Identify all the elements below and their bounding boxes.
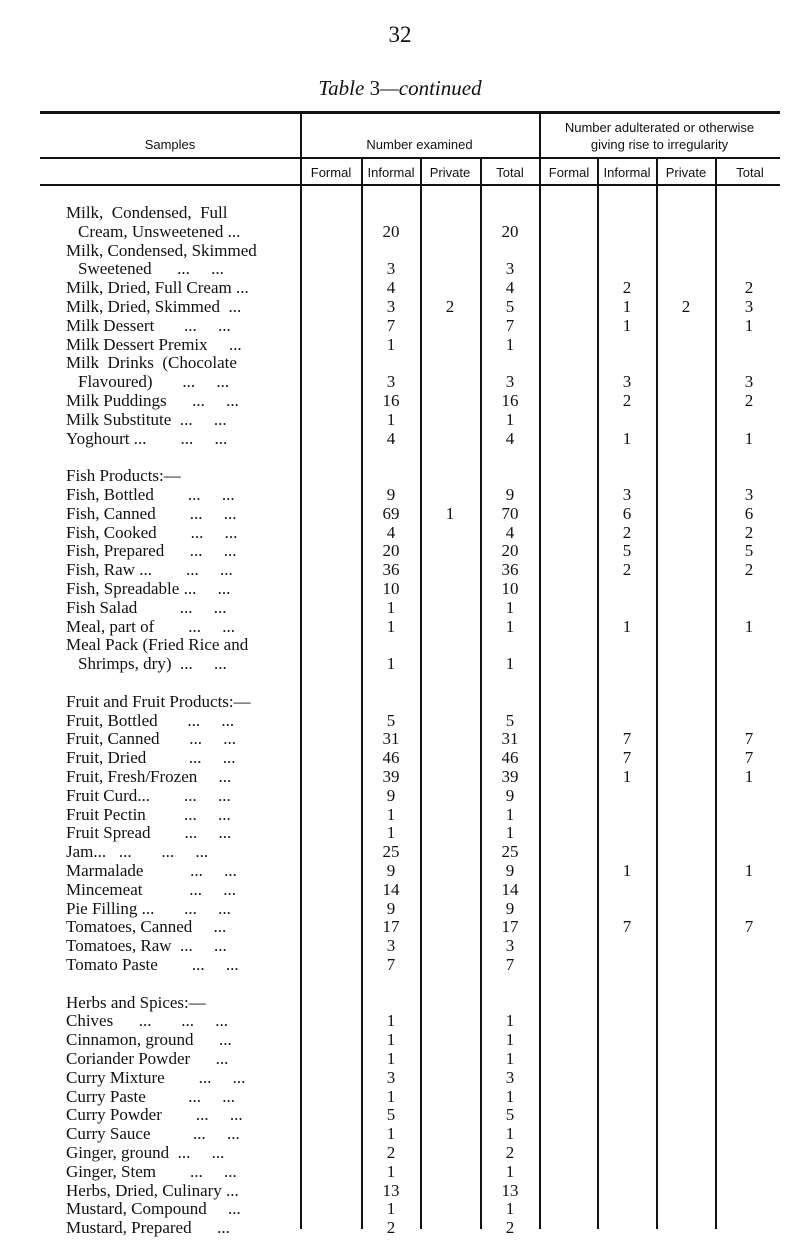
table-row	[0, 861, 800, 881]
table-cell: 1	[622, 297, 632, 316]
table-row	[0, 786, 800, 806]
row-label: Fish, Cooked ... ...	[66, 522, 238, 542]
table-row	[0, 1218, 800, 1238]
table-cell: 5	[622, 541, 632, 561]
table-cell: 70	[501, 503, 519, 523]
table-cell: 1	[386, 1124, 396, 1144]
table-cell: 5	[505, 710, 515, 730]
table-cell: 9	[505, 898, 515, 918]
table-row	[0, 1049, 800, 1069]
table-cell: 3	[622, 372, 632, 392]
row-label: Chives ... ... ...	[66, 1011, 228, 1031]
table-row	[0, 222, 800, 242]
table-cell: 4	[505, 278, 515, 298]
table-title-suffix: —continued	[380, 76, 482, 100]
table-cell: 31	[382, 729, 400, 749]
row-label: Fruit Pectin ... ...	[66, 804, 231, 824]
table-cell: 5	[386, 710, 396, 730]
table-cell: 7	[622, 917, 632, 937]
table-cell: 1	[744, 616, 754, 636]
table-cell: 2	[622, 560, 632, 580]
table-cell: 14	[501, 879, 519, 899]
table-cell: 3	[386, 936, 396, 956]
table-cell: 16	[501, 391, 519, 410]
row-label: Fish, Raw ... ... ...	[66, 560, 233, 580]
header-samples: Samples	[144, 137, 196, 152]
table-cell: 4	[505, 428, 515, 448]
table-row	[0, 241, 800, 261]
table-cell: 36	[382, 560, 400, 580]
table-cell: 3	[622, 485, 632, 504]
table-cell: 1	[505, 654, 515, 674]
row-label: Fruit, Dried ... ...	[66, 748, 236, 768]
row-label: Mustard, Prepared ...	[66, 1218, 230, 1238]
table-cell: 1	[386, 1086, 396, 1106]
table-cell: 1	[386, 654, 396, 674]
subheader-formal: Formal	[548, 165, 590, 180]
table-row	[0, 1030, 800, 1050]
table-cell: 1	[386, 1199, 396, 1219]
table-row	[0, 1124, 800, 1144]
row-label: Fish Products:—	[66, 466, 181, 486]
table-cell: 13	[501, 1180, 519, 1200]
table-title	[0, 76, 800, 101]
table-cell: 1	[445, 503, 455, 523]
row-label: Curry Paste ... ...	[66, 1086, 236, 1106]
row-label: Shrimps, dry) ... ...	[78, 654, 227, 674]
table-cell: 7	[505, 955, 515, 974]
table-cell: 39	[501, 767, 519, 786]
table-cell: 5	[505, 297, 515, 316]
table-cell: 7	[744, 729, 754, 749]
subheader-formal: Formal	[310, 165, 352, 180]
row-label: Milk, Condensed, Skimmed	[66, 240, 257, 260]
row-label: Herbs, Dried, Culinary ...	[66, 1180, 239, 1200]
table-row	[0, 1199, 800, 1219]
table-cell: 1	[386, 823, 396, 843]
subheader-rule-left	[40, 184, 300, 186]
header-adulterated-line1: Number adulterated or otherwise	[564, 120, 755, 135]
table-cell: 2	[505, 1143, 515, 1162]
table-cell: 1	[622, 616, 632, 636]
row-label: Tomato Paste ... ...	[66, 955, 239, 974]
table-row	[0, 335, 800, 355]
table-cell: 9	[386, 898, 396, 918]
table-cell: 1	[622, 315, 632, 335]
table-row	[0, 748, 800, 768]
row-label: Meal, part of ... ...	[66, 616, 236, 636]
table-cell: 7	[744, 917, 754, 937]
table-row	[0, 692, 800, 712]
table-cell: 1	[505, 1049, 515, 1068]
table-row	[0, 917, 800, 937]
row-label: Fish, Spreadable ... ...	[66, 579, 231, 598]
table-cell: 3	[505, 259, 515, 279]
subheader-informal: Informal	[603, 165, 651, 180]
table-cell: 7	[386, 315, 396, 335]
subheader-rule-right	[302, 184, 780, 186]
table-row	[0, 278, 800, 298]
table-cell: 1	[386, 616, 396, 636]
table-cell: 3	[744, 372, 754, 392]
table-cell: 7	[622, 729, 632, 749]
row-label: Curry Mixture ... ...	[66, 1067, 246, 1087]
table-row	[0, 410, 800, 430]
table-cell: 36	[501, 560, 519, 580]
table-cell: 9	[386, 485, 396, 504]
table-cell: 17	[501, 917, 519, 937]
page-number: 32	[388, 22, 412, 47]
row-label: Milk Puddings ... ...	[66, 391, 239, 410]
row-label: Ginger, ground ... ...	[66, 1143, 225, 1162]
table-row	[0, 429, 800, 449]
table-cell: 1	[505, 616, 515, 636]
table-cell: 2	[744, 391, 754, 410]
row-label: Milk Drinks (Chocolate	[66, 353, 237, 373]
table-cell: 3	[386, 259, 396, 279]
header-adulterated-line2: giving rise to irregularity	[590, 137, 729, 152]
table-row	[0, 485, 800, 505]
table-row	[0, 1011, 800, 1031]
row-label: Fruit and Fruit Products:—	[66, 691, 251, 711]
table-cell: 9	[505, 485, 515, 504]
table-cell: 1	[505, 1011, 515, 1031]
table-cell: 20	[501, 541, 519, 561]
table-cell: 2	[681, 297, 691, 316]
table-row	[0, 635, 800, 655]
row-label: Milk Substitute ... ...	[66, 409, 227, 429]
table-cell: 1	[386, 1011, 396, 1031]
table-cell: 20	[501, 221, 519, 241]
table-row	[0, 259, 800, 279]
table-cell: 1	[505, 1161, 515, 1181]
subheader-total: Total	[496, 165, 524, 180]
table-row	[0, 504, 800, 524]
table-row	[0, 579, 800, 599]
row-label: Fruit Curd... ... ...	[66, 785, 231, 805]
table-cell: 1	[622, 767, 632, 786]
table-cell: 1	[505, 597, 515, 617]
table-cell: 1	[505, 1199, 515, 1219]
table-cell: 1	[505, 1086, 515, 1106]
table-cell: 46	[382, 748, 400, 768]
table-cell: 31	[501, 729, 519, 749]
table-cell: 5	[386, 1105, 396, 1125]
row-label: Fish, Bottled ... ...	[66, 485, 235, 504]
table-cell: 1	[744, 861, 754, 880]
row-label: Curry Powder ... ...	[66, 1105, 243, 1125]
table-cell: 20	[382, 221, 400, 241]
table-row	[0, 372, 800, 392]
table-row	[0, 842, 800, 862]
subheader-total: Total	[736, 165, 764, 180]
table-cell: 2	[445, 297, 455, 316]
subheader-private: Private	[429, 165, 471, 180]
table-row	[0, 1105, 800, 1125]
table-cell: 14	[382, 879, 400, 899]
table-row	[0, 598, 800, 618]
table-row	[0, 1068, 800, 1088]
table-cell: 20	[382, 541, 400, 561]
table-row	[0, 767, 800, 787]
row-label: Milk, Dried, Full Cream ...	[66, 278, 249, 298]
table-cell: 7	[622, 748, 632, 768]
table-cell: 2	[386, 1143, 396, 1162]
row-label: Curry Sauce ... ...	[66, 1124, 240, 1144]
table-cell: 17	[382, 917, 400, 937]
table-cell: 1	[386, 409, 396, 429]
table-cell: 3	[505, 936, 515, 956]
table-row	[0, 617, 800, 637]
row-label: Pie Filling ... ... ...	[66, 898, 231, 918]
table-row	[0, 880, 800, 900]
table-cell: 9	[505, 861, 515, 880]
table-cell: 1	[505, 804, 515, 824]
row-label: Milk Dessert ... ...	[66, 315, 231, 335]
table-cell: 1	[505, 823, 515, 843]
table-cell: 1	[386, 1049, 396, 1068]
table-cell: 46	[501, 748, 519, 768]
table-cell: 1	[386, 1161, 396, 1181]
table-cell: 3	[744, 297, 754, 316]
table-row	[0, 805, 800, 825]
row-label: Sweetened ... ...	[78, 259, 224, 279]
table-cell: 1	[744, 767, 754, 786]
table-cell: 1	[386, 1030, 396, 1050]
table-cell: 10	[382, 579, 400, 598]
row-label: Mincemeat ... ...	[66, 879, 236, 899]
subheader-informal: Informal	[367, 165, 415, 180]
row-label: Cinnamon, ground ...	[66, 1030, 232, 1050]
table-cell: 1	[505, 334, 515, 354]
table-cell: 9	[386, 861, 396, 880]
row-label: Fruit, Bottled ... ...	[66, 710, 235, 730]
row-label: Fruit Spread ... ...	[66, 823, 232, 843]
table-cell: 9	[386, 785, 396, 805]
row-label: Fish, Prepared ... ...	[66, 541, 237, 561]
row-label: Flavoured) ... ...	[78, 372, 230, 392]
table-row	[0, 899, 800, 919]
table-cell: 3	[386, 1067, 396, 1087]
table-cell: 1	[386, 334, 396, 354]
row-label: Fruit, Canned ... ...	[66, 729, 236, 749]
row-label: Coriander Powder ...	[66, 1049, 229, 1068]
table-cell: 2	[744, 560, 754, 580]
table-cell: 3	[505, 372, 515, 392]
table-cell: 7	[505, 315, 515, 335]
table-cell: 69	[382, 503, 400, 523]
table-cell: 2	[505, 1218, 515, 1238]
table-row	[0, 955, 800, 975]
table-cell: 25	[382, 842, 400, 862]
table-cell: 7	[744, 748, 754, 768]
table-cell: 1	[622, 861, 632, 880]
header-number-examined: Number examined	[366, 137, 473, 152]
table-cell: 25	[501, 842, 519, 862]
table-row	[0, 823, 800, 843]
table-cell: 1	[505, 409, 515, 429]
table-row	[0, 993, 800, 1013]
table-cell: 10	[501, 579, 519, 598]
table-row	[0, 316, 800, 336]
table-cell: 13	[382, 1180, 400, 1200]
table-cell: 1	[622, 428, 632, 448]
table-cell: 2	[622, 278, 632, 298]
table-cell: 9	[505, 785, 515, 805]
table-cell: 1	[744, 428, 754, 448]
table-cell: 5	[505, 1105, 515, 1125]
table-cell: 1	[386, 804, 396, 824]
row-label: Mustard, Compound ...	[66, 1199, 241, 1219]
table-row	[0, 1162, 800, 1182]
table-cell: 4	[386, 278, 396, 298]
row-label: Marmalade ... ...	[66, 861, 237, 880]
table-cell: 2	[622, 391, 632, 410]
top-rule	[40, 111, 780, 114]
row-label: Tomatoes, Raw ... ...	[66, 936, 227, 956]
table-cell: 1	[505, 1030, 515, 1050]
row-label: Yoghourt ... ... ...	[66, 428, 228, 448]
table-row	[0, 936, 800, 956]
table-cell: 1	[386, 597, 396, 617]
row-label: Ginger, Stem ... ...	[66, 1161, 237, 1181]
table-cell: 5	[744, 541, 754, 561]
table-row	[0, 1181, 800, 1201]
table-cell: 16	[382, 391, 400, 410]
table-cell: 3	[744, 485, 754, 504]
table-row	[0, 560, 800, 580]
row-label: Milk, Condensed, Full	[66, 203, 228, 222]
table-cell: 1	[505, 1124, 515, 1144]
table-row	[0, 391, 800, 411]
row-label: Fruit, Fresh/Frozen ...	[66, 767, 232, 786]
row-label: Fish, Canned ... ...	[66, 503, 237, 523]
row-label: Cream, Unsweetened ...	[78, 221, 241, 241]
header-rule	[40, 157, 780, 159]
row-label: Fish Salad ... ...	[66, 597, 227, 617]
table-cell: 7	[386, 955, 396, 974]
table-cell: 39	[382, 767, 400, 786]
row-label: Meal Pack (Fried Rice and	[66, 635, 249, 655]
table-cell: 4	[505, 522, 515, 542]
table-cell: 4	[386, 428, 396, 448]
row-label: Milk Dessert Premix ...	[66, 334, 242, 354]
table-row	[0, 297, 800, 317]
table-cell: 6	[744, 503, 754, 523]
table-cell: 1	[744, 315, 754, 335]
table-row	[0, 541, 800, 561]
table-cell: 3	[386, 372, 396, 392]
table-row	[0, 654, 800, 674]
table-cell: 2	[744, 278, 754, 298]
table-cell: 4	[386, 522, 396, 542]
table-row	[0, 203, 800, 223]
table-row	[0, 353, 800, 373]
table-cell: 2	[622, 522, 632, 542]
table-row	[0, 1087, 800, 1107]
row-label: Herbs and Spices:—	[66, 992, 206, 1012]
table-cell: 2	[744, 522, 754, 542]
header-adulterated	[539, 119, 780, 153]
table-row	[0, 1143, 800, 1163]
table-cell: 6	[622, 503, 632, 523]
subheader-private: Private	[665, 165, 707, 180]
row-label: Milk, Dried, Skimmed ...	[66, 297, 242, 316]
table-title-number: 3	[369, 76, 381, 100]
table-row	[0, 729, 800, 749]
table-row	[0, 523, 800, 543]
table-row	[0, 466, 800, 486]
table-cell: 2	[386, 1218, 396, 1238]
table-title-prefix: Table	[318, 76, 370, 100]
table-row	[0, 711, 800, 731]
row-label: Jam... ... ... ...	[66, 842, 209, 862]
row-label: Tomatoes, Canned ...	[66, 917, 227, 937]
table-cell: 3	[505, 1067, 515, 1087]
table-cell: 3	[386, 297, 396, 316]
